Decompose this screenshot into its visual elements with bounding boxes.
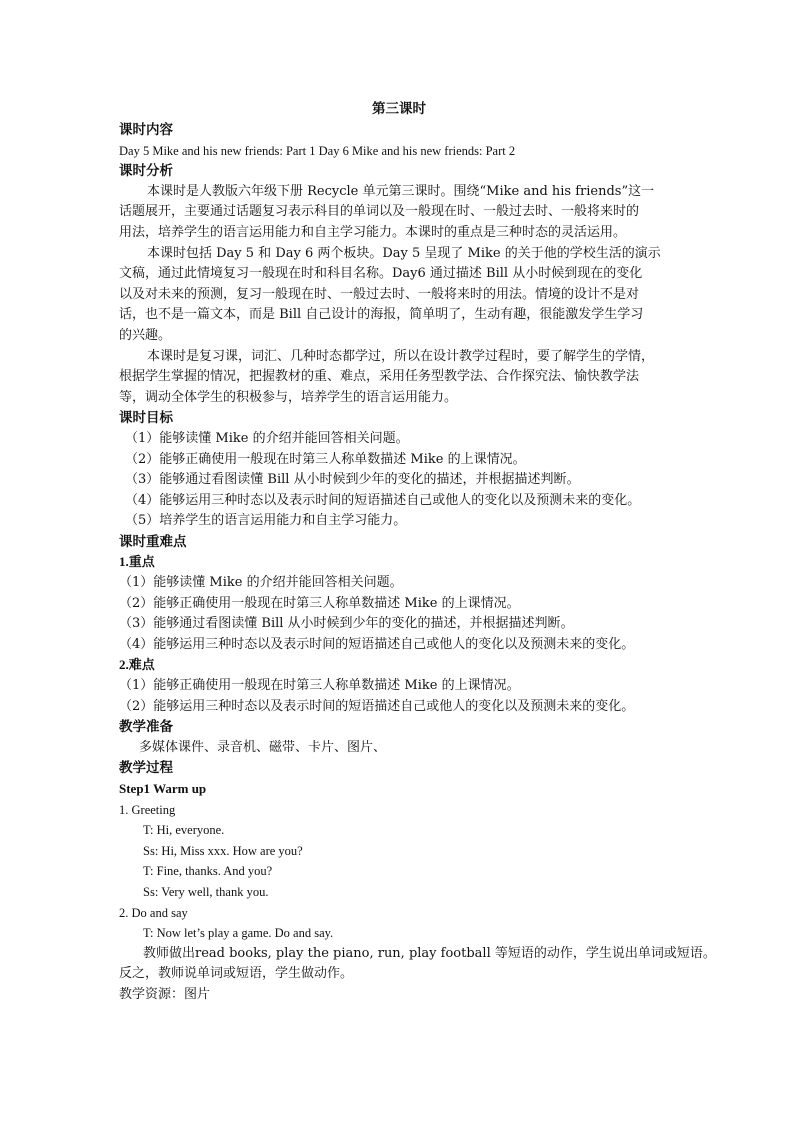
document-page (119, 98, 716, 1006)
analysis-line: 文稿，通过此情境复习一般现在时和科目名称。Day6 通过描述 Bill 从小时候到现在的变化 (119, 266, 643, 282)
key-item: （4）能够运用三种时态以及表示时间的短语描述自己或他人的变化以及预测未来的变化。 (119, 636, 635, 652)
dialog-line: Ss: Hi, Miss xxx. How are you? (143, 843, 303, 858)
teacher-line: 反之，教师说单词或短语，学生做动作。 (119, 966, 354, 982)
goal-item: （2）能够正确使用一般现在时第三人称单数描述 Mike 的上课情况。 (125, 451, 526, 467)
greeting-heading: 1. Greeting (119, 802, 176, 817)
do-say-heading: 2. Do and say (119, 905, 188, 920)
do-say-line: T: Now let’s play a game. Do and say. (143, 926, 334, 941)
goals-heading: 课时目标 (119, 410, 173, 427)
analysis-line: 等，调动全体学生的积极参与，培养学生的语言运用能力。 (119, 389, 458, 405)
step1-heading: Step1 Warm up (119, 781, 207, 796)
prep-heading: 教学准备 (119, 719, 173, 736)
content-heading: 课时内容 (119, 122, 173, 138)
lesson-title: 第三课时 (372, 101, 426, 117)
dialog-line: T: Hi, everyone. (143, 823, 225, 838)
key-item: （1）能够读懂 Mike 的介绍并能回答相关问题。 (119, 575, 403, 591)
analysis-line: 话题展开，主要通过话题复习表示科目的单词以及一般现在时、一般过去时、一般将来时的 (119, 204, 640, 220)
dialog-line: Ss: Very well, thank you. (143, 884, 269, 899)
analysis-line: 根据学生掌握的情况，把握教材的重、难点，采用任务型教学法、合作探究法、愉快教学法 (119, 369, 640, 385)
process-heading: 教学过程 (119, 760, 173, 777)
teacher-line: 教师做出read books, play the piano, run, play football 等短语的动作，学生说出单词或短语。 (143, 945, 716, 961)
analysis-line: 的兴趣。 (119, 327, 172, 343)
goal-item: （3）能够通过看图读懂 Bill 从小时候到少年的变化的描述，并根据描述判断。 (125, 472, 580, 488)
analysis-line: 以及对未来的预测，复习一般现在时、一般过去时、一般将来时的用法。情境的设计不是对 (119, 286, 640, 302)
content-line: Day 5 Mike and his new friends: Part 1 Day 6 Mike and his new friends: Part 2 (119, 143, 516, 158)
analysis-line: 本课时是人教版六年级下册 Recycle 单元第三课时。围绕“Mike and his friends”这一 (147, 183, 655, 199)
analysis-heading: 课时分析 (119, 163, 173, 180)
analysis-line: 本课时包括 Day 5 和 Day 6 两个板块。Day 5 呈现了 Mike 的关于他的学校生活的演示 (147, 245, 661, 261)
dialog-line: T: Fine, thanks. And you? (143, 864, 273, 879)
analysis-line: 用法，培养学生的语言运用能力和自主学习能力。本课时的重点是三种时态的灵活运用。 (119, 224, 627, 240)
key-heading: 1.重点 (119, 554, 155, 570)
analysis-line: 本课时是复习课，词汇、几种时态都学过，所以在设计教学过程时，要了解学生的学情， (147, 348, 655, 364)
difficulty-item: （1）能够正确使用一般现在时第三人称单数描述 Mike 的上课情况。 (119, 678, 520, 694)
difficulty-item: （2）能够运用三种时态以及表示时间的短语描述自己或他人的变化以及预测未来的变化。 (119, 698, 635, 714)
analysis-line: 话，也不是一篇文本，而是 Bill 自己设计的海报，简单明了，生动有趣，很能激发学生学习 (119, 307, 644, 323)
goal-item: （5）培养学生的语言运用能力和自主学习能力。 (125, 513, 407, 529)
goal-item: （4）能够运用三种时态以及表示时间的短语描述自己或他人的变化以及预测未来的变化。 (125, 492, 641, 508)
keypoints-heading: 课时重难点 (119, 533, 187, 550)
difficulty-heading: 2.难点 (119, 657, 155, 673)
key-item: （2）能够正确使用一般现在时第三人称单数描述 Mike 的上课情况。 (119, 595, 520, 611)
key-item: （3）能够通过看图读懂 Bill 从小时候到少年的变化的描述，并根据描述判断。 (119, 616, 574, 632)
prep-line: 多媒体课件、录音机、磁带、卡片、图片、 (139, 739, 387, 755)
goal-item: （1）能够读懂 Mike 的介绍并能回答相关问题。 (125, 430, 409, 446)
resource-line: 教学资源：图片 (119, 986, 211, 1002)
